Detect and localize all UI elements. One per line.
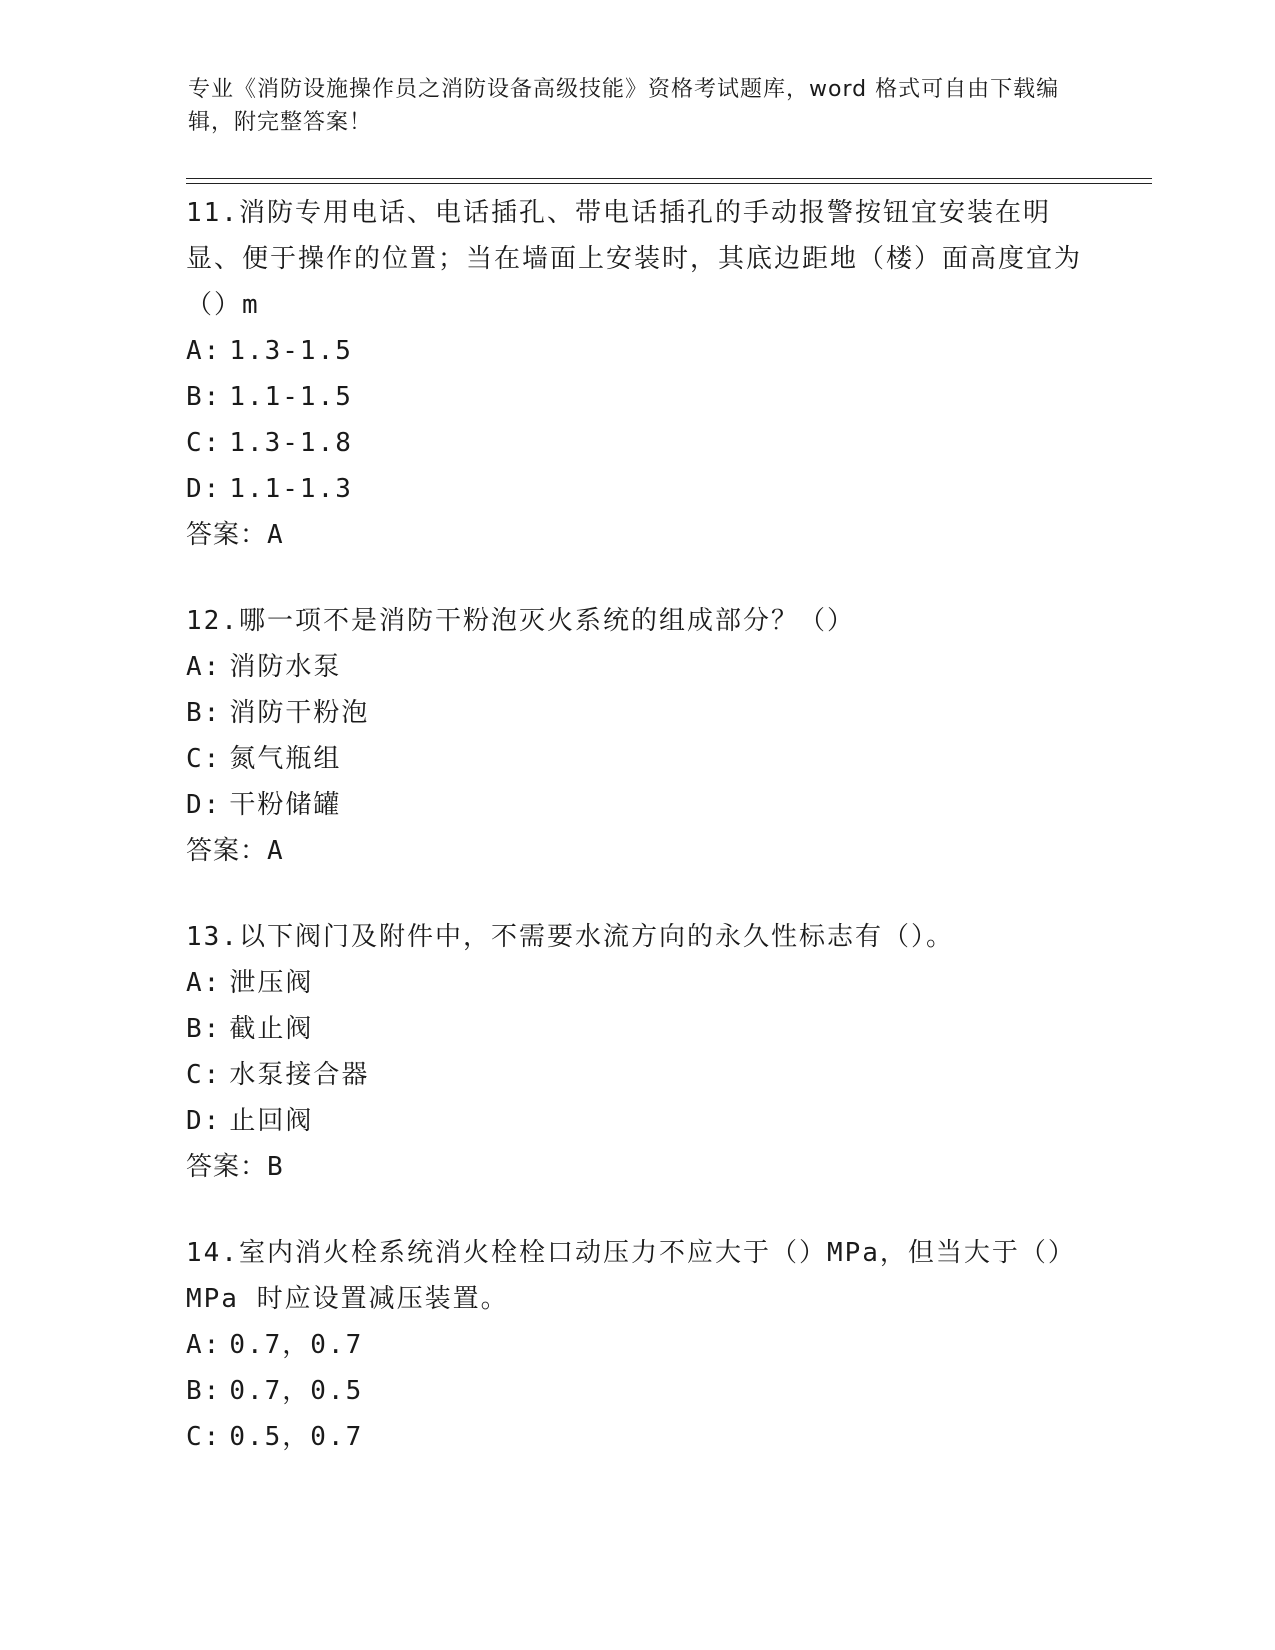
option-a: A: 泄压阀 (186, 968, 314, 998)
answer-value: A (267, 520, 284, 550)
option-c: C: 0.5，0.7 (186, 1422, 364, 1452)
option-letter: A (186, 336, 204, 366)
answer-value: A (267, 836, 284, 866)
option-c: C: 1.3-1.8 (186, 428, 353, 458)
option-letter: B (186, 382, 204, 412)
question-stem: 14.室内消火栓系统消火栓栓口动压力不应大于（）MPa，但当大于（）MPa 时应设置减压装置。 (186, 1238, 1076, 1314)
option-text: 水泵接合器 (229, 1060, 370, 1090)
option-letter: A (186, 1330, 204, 1360)
option-text: 截止阀 (229, 1014, 314, 1044)
option-text: 干粉储罐 (229, 790, 342, 820)
option-text: 氮气瓶组 (229, 744, 342, 774)
option-d: D: 干粉储罐 (186, 790, 342, 820)
answer-value: B (267, 1152, 284, 1182)
option-letter: C (186, 1422, 204, 1452)
option-text: 1.1-1.5 (229, 382, 353, 412)
header-divider-bottom (186, 183, 1152, 184)
header-divider-top (186, 178, 1152, 179)
question-stem: 11.消防专用电话、电话插孔、带电话插孔的手动报警按钮宜安装在明显、便于操作的位置；当在墙面上安装时，其底边距地（楼）面高度宜为（）m (186, 198, 1083, 320)
question-11 (186, 188, 1086, 558)
option-letter: D (186, 790, 204, 820)
option-letter: C (186, 1060, 204, 1090)
option-text: 1.1-1.3 (229, 474, 353, 504)
option-letter: D (186, 1106, 204, 1136)
answer-line (186, 512, 1086, 558)
option-text: 消防干粉泡 (229, 698, 370, 728)
option-b: B: 0.7，0.5 (186, 1376, 364, 1406)
option-letter: B (186, 1376, 204, 1406)
option-a: A: 1.3-1.5 (186, 336, 353, 366)
option-b: B: 1.1-1.5 (186, 382, 353, 412)
option-text: 消防水泵 (229, 652, 342, 682)
option-text: 止回阀 (229, 1106, 314, 1136)
question-14 (186, 1228, 1086, 1460)
question-list (186, 188, 1086, 1460)
option-letter: B (186, 1014, 204, 1044)
option-text: 0.5，0.7 (229, 1422, 364, 1452)
question-stem: 12.哪一项不是消防干粉泡灭火系统的组成部分？（） (186, 606, 855, 636)
question-12 (186, 596, 1086, 874)
option-text: 1.3-1.8 (229, 428, 353, 458)
option-letter: A (186, 968, 204, 998)
option-letter: A (186, 652, 204, 682)
option-letter: B (186, 698, 204, 728)
option-a: A: 0.7，0.7 (186, 1330, 364, 1360)
option-text: 0.7，0.5 (229, 1376, 364, 1406)
option-letter: C (186, 744, 204, 774)
question-13 (186, 912, 1086, 1190)
answer-label: 答案： (186, 520, 268, 550)
answer-line (186, 828, 1086, 874)
option-b: B: 截止阀 (186, 1014, 314, 1044)
option-d: D: 1.1-1.3 (186, 474, 353, 504)
option-d: D: 止回阀 (186, 1106, 314, 1136)
document-header: 专业《消防设施操作员之消防设备高级技能》资格考试题库，word 格式可自由下载编辑，附完整答案！ (188, 77, 1060, 135)
option-text: 1.3-1.5 (229, 336, 353, 366)
option-letter: D (186, 474, 204, 504)
option-c: C: 氮气瓶组 (186, 744, 342, 774)
option-b: B: 消防干粉泡 (186, 698, 370, 728)
answer-line (186, 1144, 1086, 1190)
answer-label: 答案： (186, 1152, 268, 1182)
option-text: 0.7，0.7 (229, 1330, 364, 1360)
answer-label: 答案： (186, 836, 268, 866)
option-text: 泄压阀 (229, 968, 314, 998)
question-stem: 13.以下阀门及附件中，不需要水流方向的永久性标志有（）。 (186, 922, 954, 952)
option-a: A: 消防水泵 (186, 652, 342, 682)
option-c: C: 水泵接合器 (186, 1060, 370, 1090)
option-letter: C (186, 428, 204, 458)
